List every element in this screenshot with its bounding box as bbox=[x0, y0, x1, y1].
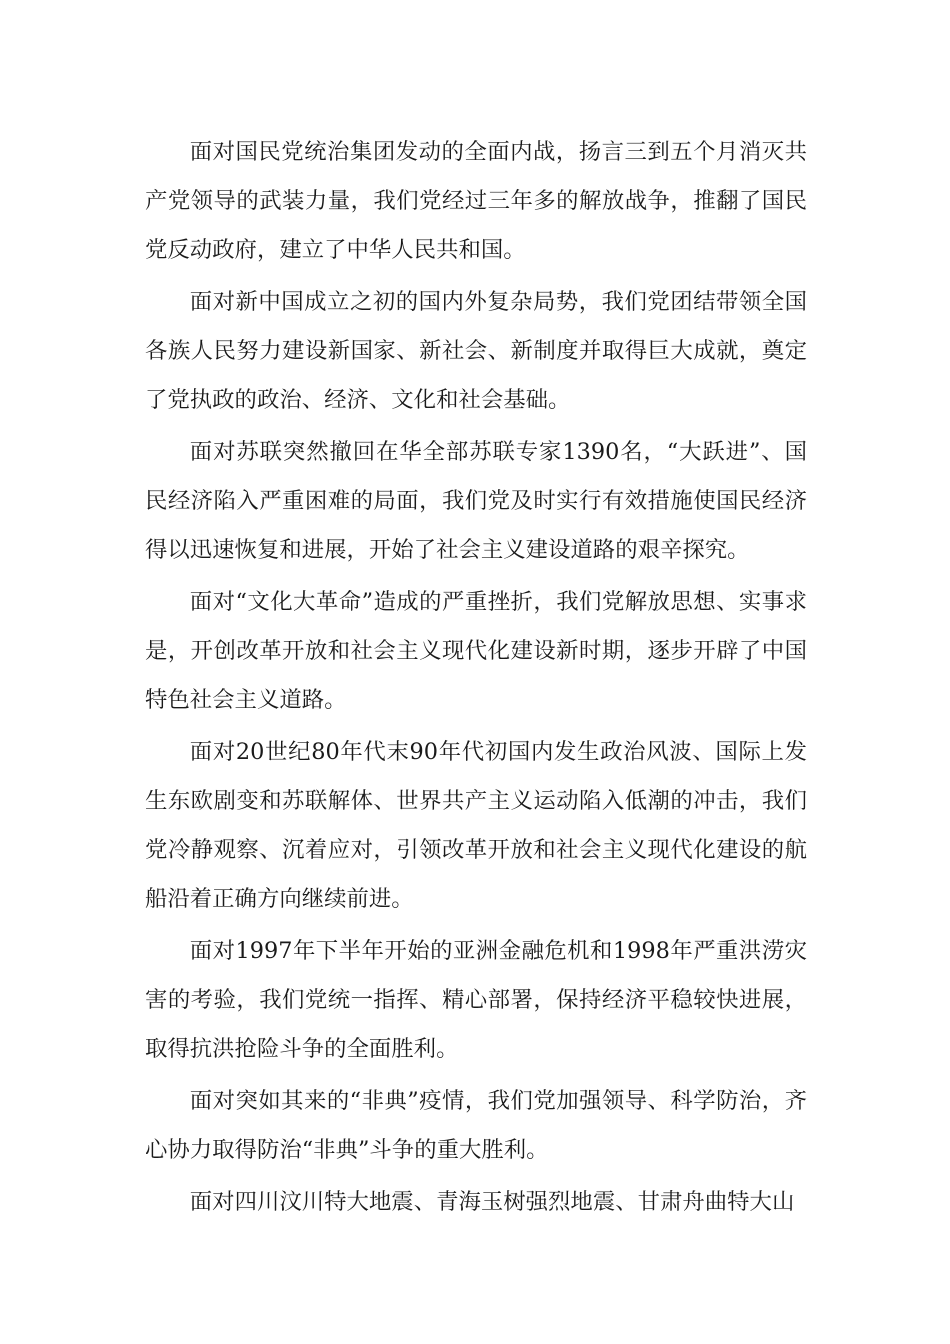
paragraph-earthquakes: 面对四川汶川特大地震、青海玉树强烈地震、甘肃舟曲特大山 bbox=[189, 1189, 795, 1215]
paragraph-civil-war: 面对国民党统治集团发动的全面内战，扬言三到五个月消灭共产党领导的武装力量，我们党经过三年多的解放战争，推翻了国民党反动政府，建立了中华人民共和国。 bbox=[145, 139, 807, 263]
paragraph-cultural-revolution: 面对“文化大革命”造成的严重挫折，我们党解放思想、实事求是，开创改革开放和社会主义现代化建设新时期，逐步开辟了中国特色社会主义道路。 bbox=[145, 589, 807, 713]
paragraph-soviet-experts: 面对苏联突然撤回在华全部苏联专家1390名，“大跃进”、国民经济陷入严重困难的局面，我们党及时实行有效措施使国民经济得以迅速恢复和进展，开始了社会主义建设道路的艰辛探究。 bbox=[145, 439, 807, 563]
paragraph-political-turmoil: 面对20世纪80年代末90年代初国内发生政治风波、国际上发生东欧剧变和苏联解体、世界共产主义运动陷入低潮的冲击，我们党冷静观察、沉着应对，引领改革开放和社会主义现代化建设的航船沿着正确方向继续前进。 bbox=[145, 739, 807, 912]
paragraph-sars: 面对突如其来的“非典”疫情，我们党加强领导、科学防治，齐心协力取得防治“非典”斗争的重大胜利。 bbox=[145, 1088, 807, 1163]
paragraph-financial-crisis: 面对1997年下半年开始的亚洲金融危机和1998年严重洪涝灾害的考验，我们党统一指挥、精心部署，保持经济平稳较快进展，取得抗洪抢险斗争的全面胜利。 bbox=[145, 938, 807, 1062]
document-body bbox=[145, 128, 807, 1230]
paragraph-new-china: 面对新中国成立之初的国内外复杂局势，我们党团结带领全国各族人民努力建设新国家、新社会、新制度并取得巨大成就，奠定了党执政的政治、经济、文化和社会基础。 bbox=[145, 289, 807, 413]
